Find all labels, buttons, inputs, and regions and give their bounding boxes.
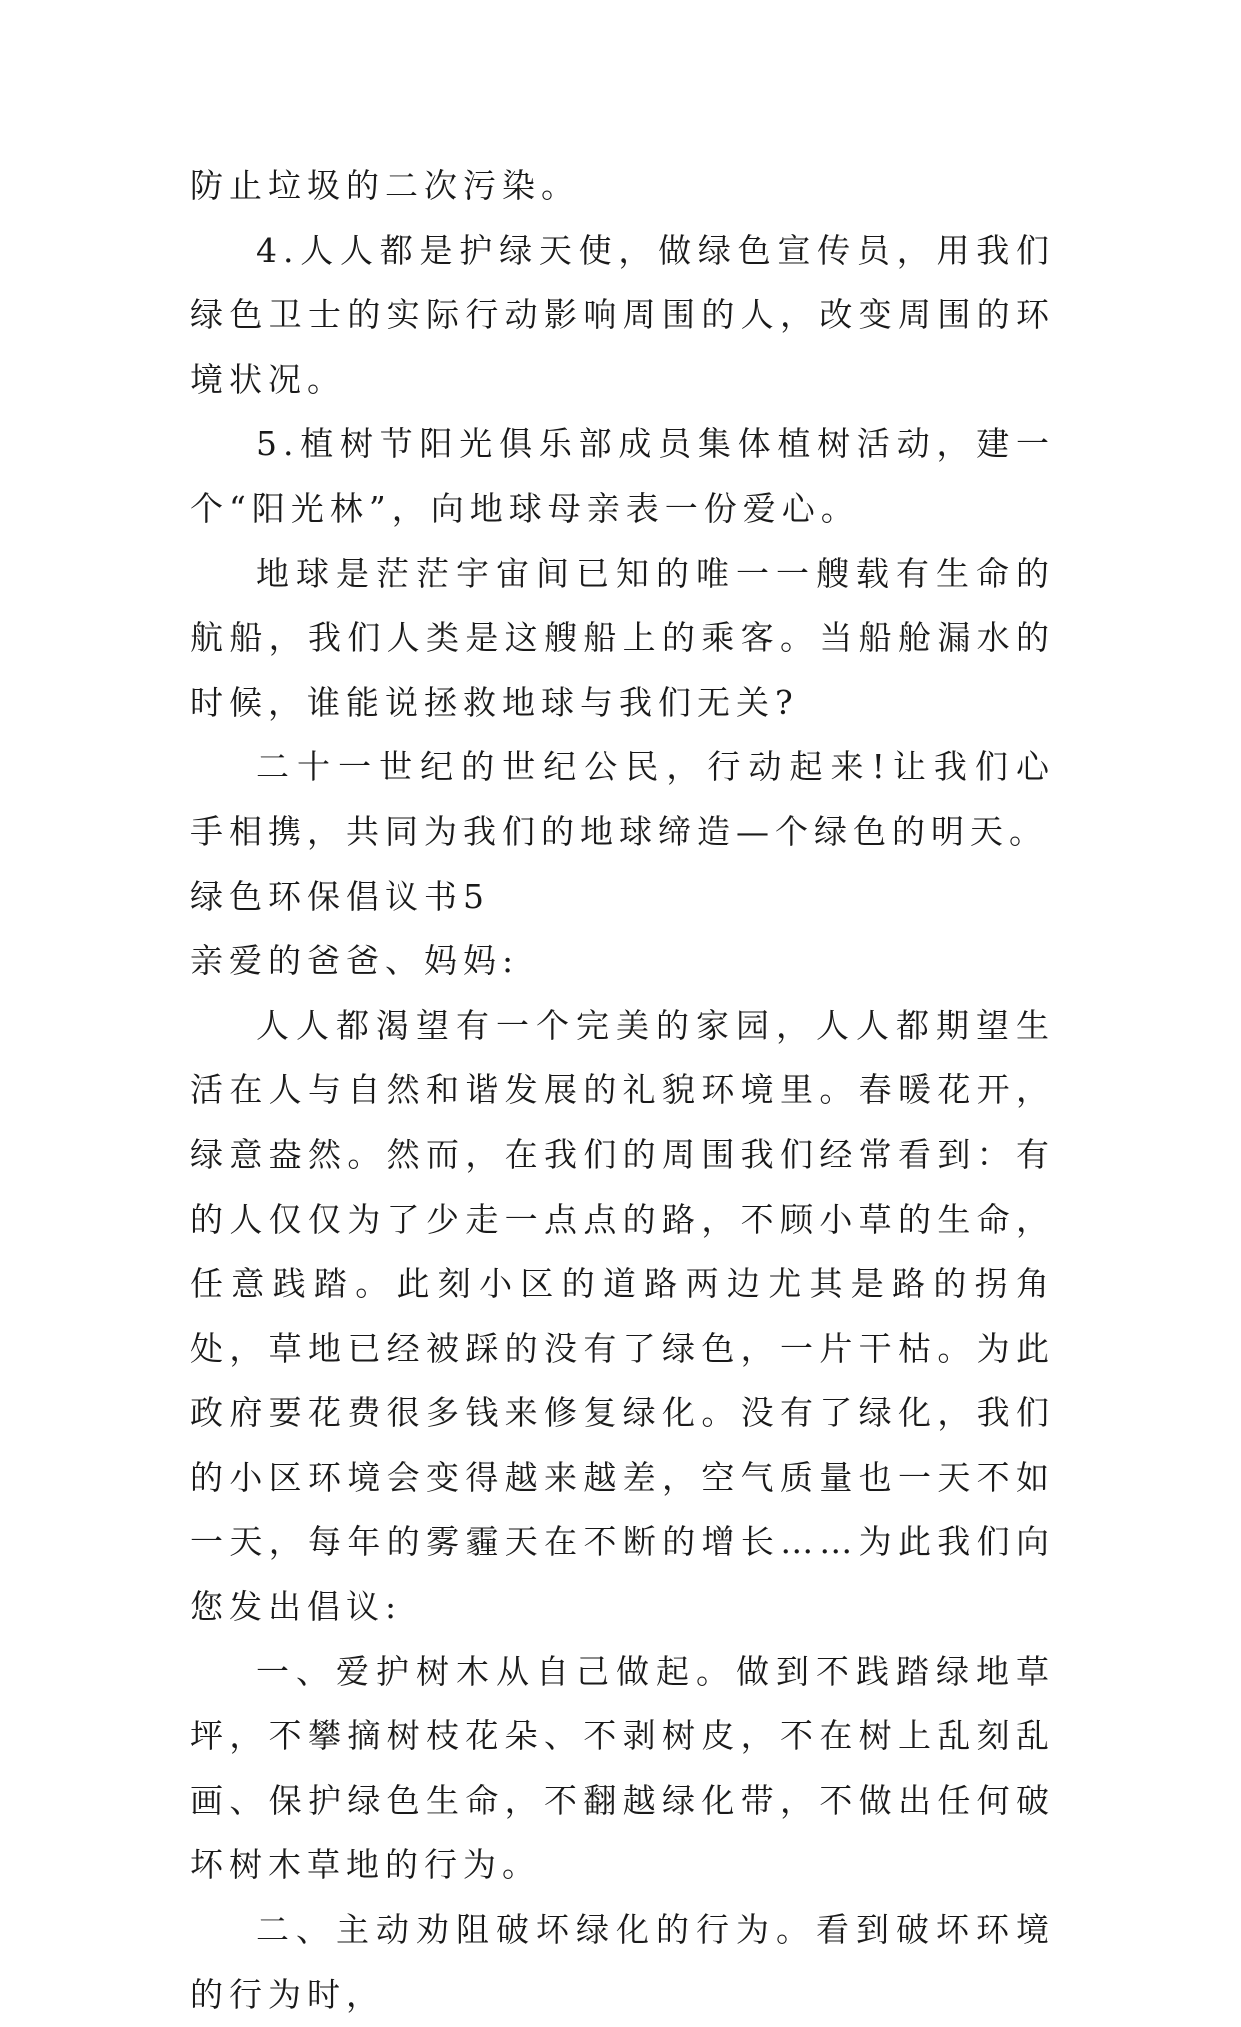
paragraph: 二、主动劝阻破坏绿化的行为。看到破坏环境的行为时， (190, 1910, 1055, 2014)
salutation: 亲爱的爸爸、妈妈: (190, 941, 520, 981)
paragraph: 一、爱护树木从自己做起。做到不践踏绿地草坪，不攀摘树枝花朵、不剥树皮，不在树上乱刻乱画、保护绿色生命，不翻越绿化带，不做出任何破坏树木草地的行为。 (190, 1651, 1055, 1885)
section-heading: 绿色环保倡议书5 (190, 876, 490, 916)
paragraph: 4.人人都是护绿天使，做绿色宣传员，用我们绿色卫士的实际行动影响周围的人，改变周围的环境状况。 (190, 230, 1055, 399)
document-body (190, 154, 1055, 2027)
paragraph: 地球是茫茫宇宙间已知的唯一一艘载有生命的航船，我们人类是这艘船上的乘客。当船舱漏水的时候，谁能说拯救地球与我们无关? (190, 553, 1055, 722)
paragraph: 二十一世纪的世纪公民，行动起来!让我们心手相携，共同为我们的地球缔造—个绿色的明天。 (190, 747, 1055, 851)
paragraph: 人人都渴望有一个完美的家园，人人都期望生活在人与自然和谐发展的礼貌环境里。春暖花开，绿意盎然。然而，在我们的周围我们经常看到：有的人仅仅为了少走一点点的路，不顾小草的生命，任意践踏。此刻小区的道路两边尤其是路的拐角处，草地已经被踩的没有了绿色，一片干枯。为此政府要花费很多钱来修复绿化。没有了绿化，我们的小区环境会变得越来越差，空气质量也一天不如一天，每年的雾霾天在不断的增长……为此我们向您发出倡议: (190, 1005, 1055, 1627)
paragraph: 防止垃圾的二次污染。 (190, 166, 580, 205)
paragraph: 5.植树节阳光俱乐部成员集体植树活动，建一个“阳光林”，向地球母亲表一份爱心。 (190, 424, 1055, 528)
